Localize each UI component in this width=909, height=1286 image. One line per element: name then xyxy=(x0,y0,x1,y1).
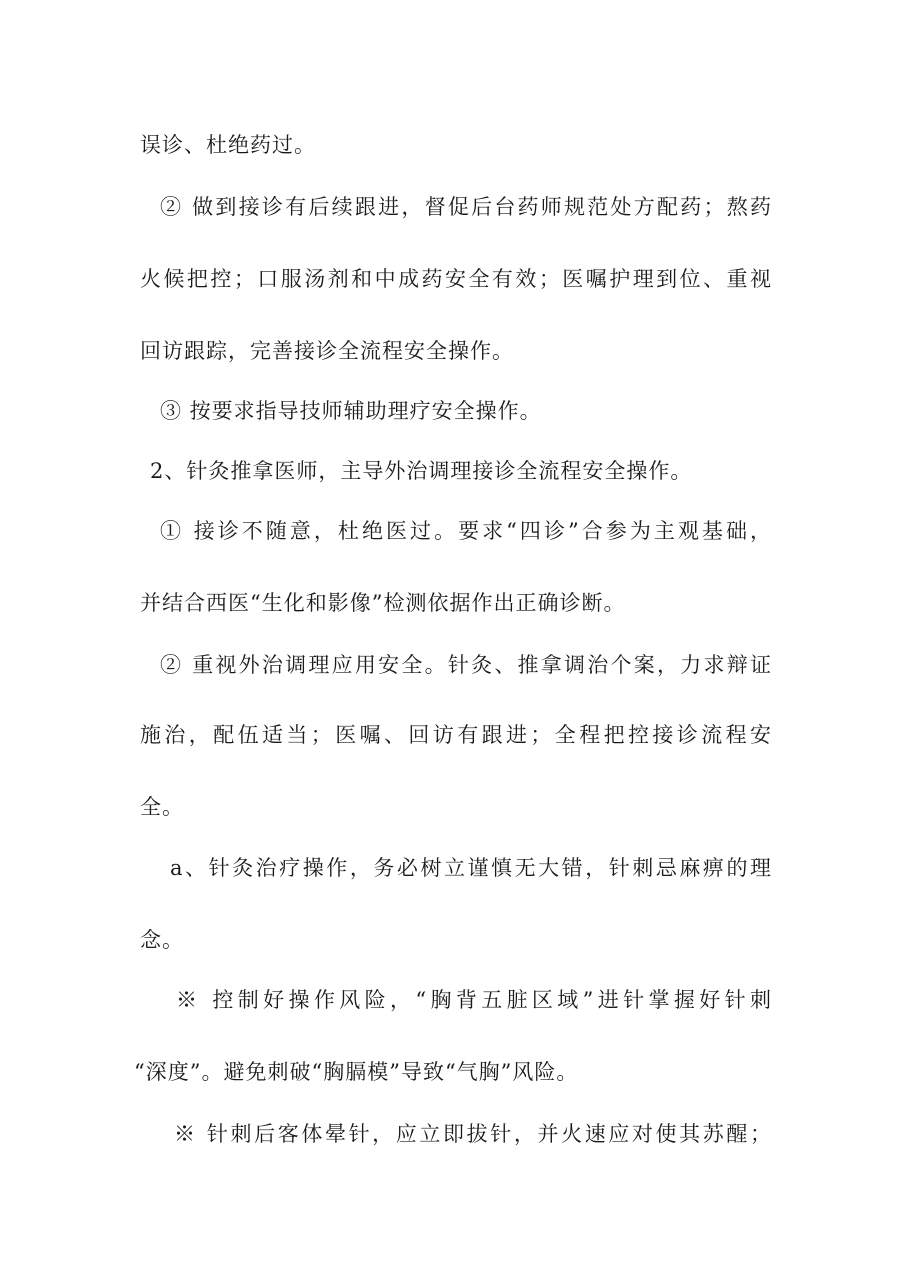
text-line-15: “深度”。避免刺破“胸膈模”导致“气胸”风险。 xyxy=(134,1060,579,1084)
text-line-4: 回访跟踪，完善接诊全流程安全操作。 xyxy=(140,339,514,363)
text-line-3: 火候把控；口服汤剂和中成药安全有效；医嘱护理到位、重视 xyxy=(140,267,772,291)
text-line-1: 误诊、杜绝药过。 xyxy=(140,133,316,157)
text-line-7: ① 接诊不随意，杜绝医过。要求“四诊”合参为主观基础， xyxy=(160,519,772,543)
text-line-12: a、针灸治疗操作，务必树立谨慎无大错，针刺忌麻痹的理 xyxy=(170,856,772,880)
text-line-16: ※ 针刺后客体晕针，应立即拔针，并火速应对使其苏醒； xyxy=(174,1122,772,1146)
text-line-5: ③ 按要求指导技师辅助理疗安全操作。 xyxy=(160,399,542,423)
text-line-11: 全。 xyxy=(140,795,184,819)
text-line-6: 2、针灸推拿医师，主导外治调理接诊全流程安全操作。 xyxy=(150,459,693,483)
text-line-2: ② 做到接诊有后续跟进，督促后台药师规范处方配药；熬药 xyxy=(160,195,772,219)
text-line-13: 念。 xyxy=(140,928,184,952)
text-line-9: ② 重视外治调理应用安全。针灸、推拿调治个案，力求辩证 xyxy=(160,653,772,677)
text-line-14: ※ 控制好操作风险，“胸背五脏区域”进针掌握好针刺 xyxy=(176,988,772,1012)
text-line-8: 并结合西医“生化和影像”检测依据作出正确诊断。 xyxy=(140,591,626,615)
text-line-10: 施治，配伍适当；医嘱、回访有跟进；全程把控接诊流程安 xyxy=(140,723,772,747)
